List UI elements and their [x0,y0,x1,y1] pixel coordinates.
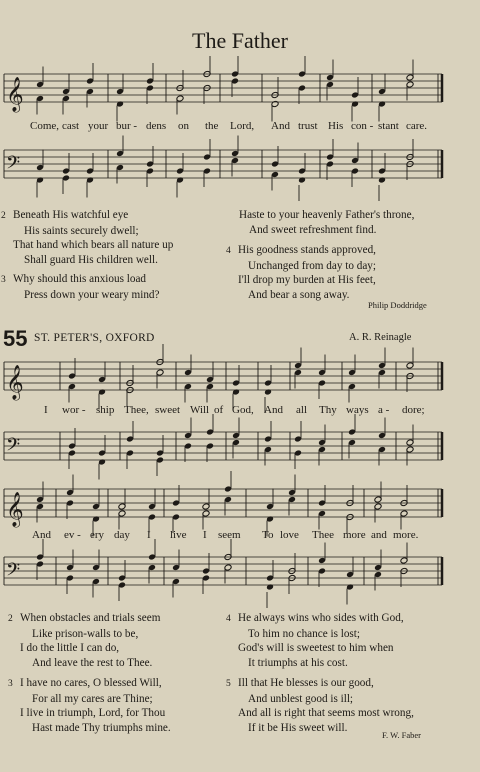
verse-line: It triumphs at his cost. [248,656,348,669]
verse-5-hymn-b [226,676,414,735]
lyric-word: seem [218,529,241,541]
lyric-word: dens [146,120,167,132]
lyric-word: more [343,529,366,541]
verse-line: Beneath His watchful eye [13,209,129,221]
author-attribution: F. W. Faber [382,730,421,740]
verse-3-hymn-a-second-half [239,208,414,237]
note-head [378,177,386,184]
lyric-word: Thee, [124,404,149,416]
lyric-line-hymn-a [0,120,480,134]
lyric-word: His [328,120,344,132]
verse-line: Like prison-walls to be, [32,627,139,640]
lyric-word: con - [351,120,374,132]
lyric-word: and [371,529,387,541]
verse-line: I have no cares, O blessed Will, [20,677,162,689]
lyric-word: the [205,120,219,132]
lyric-word: sweet [155,404,181,416]
lyric-word: Come, [30,120,60,132]
author-attribution: Philip Doddridge [368,300,427,310]
lyric-line-1-hymn-b [0,404,480,418]
lyric-word: day [114,529,130,541]
lyric-word: ery [90,529,105,541]
lyric-word: a - [378,404,390,416]
lyric-word: all [296,404,307,416]
lyric-word: Will [190,404,210,416]
verse-number: 4 [226,246,231,256]
lyric-word: more. [393,529,419,541]
lyric-word: trust [298,120,318,132]
verse-line: Ill that He blesses is our good, [238,677,374,689]
lyric-word: God, [232,404,254,416]
lyric-word: care. [406,120,428,132]
verse-number: 2 [1,211,6,221]
verse-line: Shall guard His children well. [24,253,158,266]
verse-4-hymn-a [226,243,376,302]
verse-line: If it be His sweet will. [248,721,348,734]
treble-clef-icon: 𝄞 [6,365,24,400]
verse-line: Hast made Thy triumphs mine. [32,721,171,734]
verse-line: Haste to your heavenly Father's throne, [239,209,415,221]
lyric-word: ev - [64,529,81,541]
lyric-word: of [214,404,224,416]
verse-number: 3 [8,679,13,689]
lyric-word: I [44,404,48,416]
lyric-word: I [203,529,207,541]
verse-line: God's will is sweetest to him when [238,642,394,655]
lyric-word: And [271,120,290,132]
verse-line: His saints securely dwell; [24,224,139,237]
verse-line: That hand which bears all nature up [13,239,174,252]
treble-clef-icon: 𝄞 [6,492,24,527]
lyric-word: Thee [312,529,334,541]
verse-number: 2 [8,614,13,624]
verse-line: And sweet refreshment find. [249,223,377,236]
verse-3-hymn-a-first-half [0,272,159,302]
bass-clef-icon: 𝄢 [6,435,21,460]
verse-4-hymn-b [226,611,404,670]
lyric-word: cast [62,120,80,132]
verse-number: 4 [226,614,231,624]
lyric-line-2-hymn-b [0,529,480,543]
treble-clef-icon: 𝄞 [6,77,24,112]
lyric-word: love [280,529,299,541]
lyric-word: Lord, [230,120,255,132]
lyric-word: wor - [62,404,86,416]
verse-line: When obstacles and trials seem [20,612,161,624]
lyric-word: And [32,529,51,541]
verse-line: He always wins who sides with God, [238,612,404,624]
verse-number: 5 [226,679,231,689]
lyric-word: And [264,404,283,416]
lyric-word: on [178,120,189,132]
verse-line: Press down your weary mind? [24,288,160,301]
hymn-title: The Father [192,28,288,53]
verse-line: For all my cares are Thine; [32,692,153,705]
verse-line: Unchanged from day to day; [248,259,376,272]
note-head [264,389,272,396]
verse-2-hymn-a [0,208,173,267]
verse-line: And bear a song away. [248,288,350,301]
verse-line: I'll drop my burden at His feet, [238,274,376,287]
lyric-word: Thy [319,404,337,416]
verse-line: His goodness stands approved, [238,244,376,256]
tune-name: ST. PETER'S, OXFORD [34,332,155,344]
lyric-word: bur - [116,120,138,132]
verse-3-hymn-b [0,676,171,735]
lyric-word: To [262,529,274,541]
lyric-word: stant [378,120,399,132]
bass-clef-icon: 𝄢 [6,560,21,585]
verse-line: I live in triumph, Lord, for Thou [20,707,166,720]
verse-line: To him no chance is lost; [248,627,361,640]
bass-clef-icon: 𝄢 [6,153,21,178]
note-head [298,177,306,184]
hymn-number: 55 [3,326,28,351]
lyric-word: I [147,529,151,541]
lyric-word: your [88,120,109,132]
lyric-word: live [170,529,187,541]
verse-line: And all is right that seems most wrong, [238,707,414,720]
composer-name: A. R. Reinagle [349,332,412,343]
verse-2-hymn-b [0,611,160,670]
verse-line: Why should this anxious load [13,273,146,285]
verse-line: I do the little I can do, [20,642,120,655]
lyric-word: ways [346,404,369,416]
verse-line: And unblest good is ill; [248,692,354,705]
note-head [266,584,274,591]
lyric-word: ship [96,404,115,416]
verse-line: And leave the rest to Thee. [32,656,153,669]
verse-number: 3 [1,275,6,285]
lyric-word: dore; [402,404,425,416]
